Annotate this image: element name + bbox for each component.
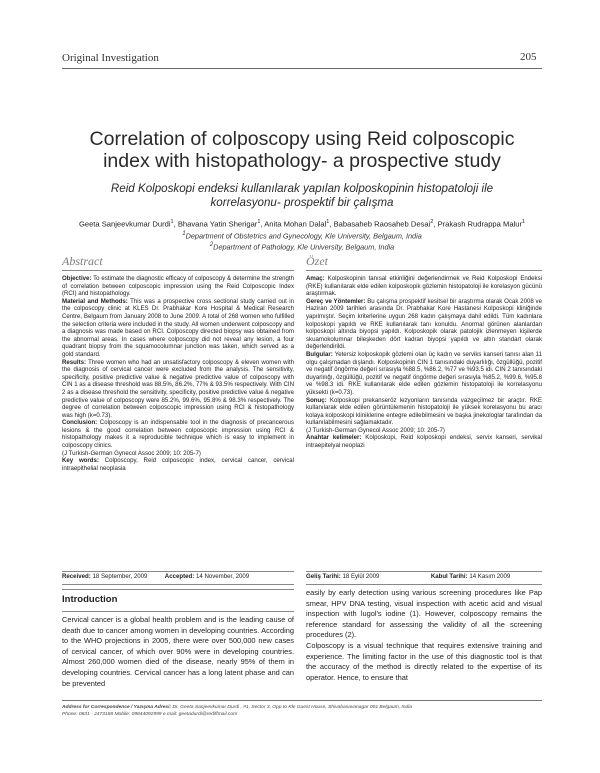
abstract-dates: Received: 18 September, 2009 Accepted: 14 November, 2009 xyxy=(62,573,250,580)
footnote-rule xyxy=(62,700,542,701)
ozet-anahtar: Kolposkopi, Reid kolposkopi endeksi, servix kanseri, servikal intraepitelyal neoplazi xyxy=(306,434,543,450)
author-1: Geeta Sanjeevkumar Durdi xyxy=(78,219,171,229)
author-5: Prakash Rudrappa Malur xyxy=(437,219,522,229)
ozet-sonuc: Kolposkopi prekanseröz lezyonların tanısında vazgeçilmez bir araçtır. RKE kullanılarak elde edilen görüntülemenin histopatoloji ile yüksek korelasyonu bu aracı kolaya kolposkopi kliniklerine entegre edilebilmesini ve başka jinekologlar tarafından da kullanılabilmesini sağlamaktadır. xyxy=(306,396,542,427)
ozet-heading: Özet xyxy=(306,254,328,268)
ozet-rule xyxy=(306,270,542,271)
abstract-rule xyxy=(62,270,294,271)
abstract-conclusion: Colposcopy is an indispensable tool in the diagnosis of precancerous lesions & the good correlation between colposcopic impression using RCI & histopathology makes it a reproducible technique which is easy to implement in colposcopy clinics. xyxy=(62,419,294,450)
author-3: Anita Mohan Dalal xyxy=(264,219,327,229)
turkish-title xyxy=(62,182,542,210)
introduction-right-column xyxy=(306,588,542,683)
page-number: 205 xyxy=(520,51,537,63)
author-2: Bhavana Yatin Sherigar xyxy=(177,219,258,229)
affiliation-1: $^1$Department of Obstetrics and Gynecology, Kle University, Belgaum, India xyxy=(182,230,422,241)
ozet-bulgular: Yetersiz kolposkopik gözlemi olan üç kadın ve serviks kanseri tanısı alan 11 olgu çalışmadan dışlandı. Kolposkopinin CIN 1 tanısındaki duyarlılığı, özgüllüğü, pozitif ve negatif öngörme değeri sırasıyla %88.5, %86.2, %77 ve %93.5 idi. CIN 2 tanısındaki duyarlılığı, özgüllüğü, pozitif ve negatif öngörme değeri sırasıyla %85.2, %99.6, %95.8 ve %98.3 idi. RKE kullanılarak elde edilen gözlemin histopatoloji ile korrelasyonu yüksekti (k=0.73). xyxy=(306,350,542,396)
ozet-citation: (J Turkish-German Gynecol Assoc 2009; 10: 205-7) xyxy=(306,426,445,434)
title-line-2: index with histopathology- a prospective study xyxy=(103,150,501,172)
abstract-dates-rule xyxy=(62,571,294,572)
abstract-methods: This was a prospective cross sectional study carried out in the colposcopy clinic at KLES Dr. Prabhakar Kore Hospital & Medical Research Centre, Belgaum from January 2008 to June 2009. A total of 268 women who fulfilled the selection criteria were included in the study. All women underwent colposcopy and a diagnosis was made based on RCI. Colposcopy directed biopsy was obtained from the abnormal areas. In cases where colposcopy did not reveal any lesion, a four quadrant biopsy from the squamocolumnar junction was taken, which served as a gold standard. xyxy=(62,297,294,358)
affiliation-2: $^2$Department of Pathology, Kle University, Belgaum, India xyxy=(209,241,395,252)
ozet-bottom-rule xyxy=(306,584,542,585)
abstract-heading: Abstract xyxy=(62,254,103,268)
intro-bottom-rule xyxy=(62,611,294,612)
introduction-left-column: Cervical cancer is a global health problem and is the leading cause of death due to cancer among women in developing countries. According to the WHO projections in 2005, there were over 500,000 new cases of cervical cancer, of which over 90% were in developing countries. Almost 260,000 women died of the disease, nearly 95% of them in developing countries. Cervical cancer has a long latent phase and can be prevented xyxy=(62,615,294,688)
abstract-results: Three women who had an unsatisfactory colposcopy & eleven women with the diagnosis of cervical cancer were excluded from the analysis. The sensitivity, specificity, positive predictive value & negative predictive value of colposcopy with CIN 1 as a disease threshold was 88.5%, 86.2%, 77% & 93.5% respectively. With CIN 2 as a disease threshold the sensitivity, specificity, positive predictive value & negative predictive value of colposcopy were 85.2%, 99.6%, 95.8% & 98.3% respectively. The degree of correlation between colposcopic impression using RCI & histopathology was high (k=0.73). xyxy=(62,358,294,419)
turkish-title-line-2: korrelasyonu- prospektif bir çalışma xyxy=(210,196,394,209)
abstract-keywords: Colposcopy, Reid colposcopic index, cervical cancer, cervical intraepithelial neoplasia xyxy=(62,457,294,472)
intro-top-rule xyxy=(62,589,294,590)
title-line-1: Correlation of colposcopy using Reid colposcopic xyxy=(89,128,515,150)
paper-title xyxy=(62,128,542,172)
intro-paragraph-1: easily by early detection using various screening procedures like Pap smear, HPV DNA testing, visual inspection with acetic acid and visual inspection with lugol's iodine (1). However, colposcopy remains the reference standard for assessing the validity of all the screening procedures (2). xyxy=(306,588,542,640)
abstract-objective: To estimate the diagnostic efficacy of colposcopy & determine the strength of correlation between colposcopic impression using the Reid Colposcopic Index (RCI) and histopathology. xyxy=(62,275,294,298)
ozet-amac: Kolposkopinin tanısal etkinliğini değerlendirmek ve Reid Kolposkopi Endeksi (RKE) kullanılarak elde edilen kolposkopik gözlemin histopatoloji ile korelasyon gücünü araştırmak. xyxy=(306,275,542,298)
ozet-dates-rule xyxy=(306,571,542,572)
running-header-section: Original Investigation xyxy=(62,52,159,64)
ozet-body: Amaç: Kolposkopinin tanısal etkinliğini değerlendirmek ve Reid Kolposkopi Endeksi (RKE) kullanılarak elde edilen kolposkopik gözlemin histopatoloji ile korelasyon gücünü araştırmak. Gereç ve Yöntemler: Bu çalışma prospektif kesitsel bir araştırma olarak Ocak 2008 ve Haziran 2009 tarihleri arasında Dr. Prabhakar Kore Hastanesi Kolposkopi kliniğinde yapılmıştır. Seçim kriterlerine uygun 268 kadın çalışmaya dahil edildi. Tüm kadınlara kolposkopi yapıldı ve RKE kullanılarak tanı konuldu. Anormal görünen alanlardan kolposkopi altında biyopsi yapıldı. Kolposkopik olarak patolojik izlenmeyen kişilerde skuamokolumnar bileşkeden dört kadran biyopsi yapıldı ve altın standart olarak değerlendirildi. Bulgular: Yetersiz kolposkopik gözlemi olan üç kadın ve serviks kanseri tanısı alan 11 olgu çalışmadan dışlandı. Kolposkopinin CIN 1 tanısındaki duyarlılığı, özgüllüğü, pozitif ve negatif öngörme değeri sırasıyla %88.5, %86.2, %77 ve %93.5 idi. CIN 2 tanısındaki duyarlılığı, özgüllüğü, pozitif ve negatif öngörme değeri sırasıyla %85.2, %99.6, %95.8 ve %98.3 idi. RKE kullanılarak elde edilen gözlemin histopatoloji ile korrelasyonu yüksekti (k=0.73). Sonuç: Kolposkopi prekanseröz lezyonların tanısında vazgeçilmez bir araçtır. RKE kullanılarak elde edilen görüntülemenin histopatoloji ile yüksek korelasyonu bu aracı kolaya kolposkopi kliniklerine entegre edilebilmesini ve başka jinekologlar tarafından da kullanılabilmesini sağlamaktadır. (J Turkish-German Gynecol Assoc 2009; 10: 205-7) Anahtar kelimeler: Kolposkopi, Reid kolposkopi endeksi, servix kanseri, servikal intraepitelyal neoplazi xyxy=(306,275,543,450)
author-list: Geeta Sanjeevkumar Durdi$^1$, Bhavana Yatin Sherigar$^1$, Anita Mohan Dalal$^1$, Babasaheb Raosaheb Desai$^2$, Prakash Rudrappa Malur$^1$ xyxy=(78,219,526,229)
author-4: Babasaheb Raosaheb Desai xyxy=(333,219,431,229)
header-rule xyxy=(62,68,542,69)
abstract-citation: (J Turkish-German Gynecol Assoc 2009; 10: 205-7) xyxy=(62,449,201,457)
turkish-title-line-1: Reid Kolposkopi endeksi kullanılarak yapılan kolposkopinin histopatoloji ile xyxy=(110,182,494,195)
intro-paragraph-2: Colposcopy is a visual technique that requires extensive training and experience. The limiting factor in the use of this diagnostic tool is that the accuracy of the method is directly related to the expertise of its operator. Hence, to ensure that xyxy=(306,640,542,682)
ozet-dates: Geliş Tarihi: 18 Eylül 2009 Kabul Tarihi: 14 Kasım 2009 xyxy=(306,573,511,580)
ozet-yontem: Bu çalışma prospektif kesitsel bir araştırma olarak Ocak 2008 ve Haziran 2009 tarihleri arasında Dr. Prabhakar Kore Hastanesi Kolposkopi kliniğinde yapılmıştır. Seçim kriterlerine uygun 268 kadın çalışmaya dahil edildi. Tüm kadınlara kolposkopi yapıldı ve RKE kullanılarak tanı konuldu. Anormal görünen alanlardan kolposkopi altında biyopsi yapıldı. Kolposkopik olarak patolojik izlenmeyen kişilerde skuamokolumnar bileşkeden dört kadran biyopsi yapıldı ve altın standart olarak değerlendirildi. xyxy=(306,297,542,351)
abstract-body: Objective: To estimate the diagnostic efficacy of colposcopy & determine the strength of correlation between colposcopic impression using the Reid Colposcopic Index (RCI) and histopathology. Material and Methods: This was a prospective cross sectional study carried out in the colposcopy clinic at KLES Dr. Prabhakar Kore Hospital & Medical Research Centre, Belgaum from January 2008 to June 2009. A total of 268 women who fulfilled the selection criteria were included in the study. All women underwent colposcopy and a diagnosis was made based on RCI. Colposcopy directed biopsy was obtained from the abnormal areas. In cases where colposcopy did not reveal any lesion, a four quadrant biopsy from the squamocolumnar junction was taken, which served as a gold standard. Results: Three women who had an unsatisfactory colposcopy & eleven women with the diagnosis of cervical cancer were excluded from the analysis. The sensitivity, specificity, positive predictive value & negative predictive value of colposcopy with CIN 1 as a disease threshold was 88.5%, 86.2%, 77% & 93.5% respectively. With CIN 2 as a disease threshold the sensitivity, specificity, positive predictive value & negative predictive value of colposcopy were 85.2%, 99.6%, 95.8% & 98.3% respectively. The degree of correlation between colposcopic impression using RCI & histopathology was high (k=0.73). Conclusion: Colposcopy is an indispensable tool in the diagnosis of precancerous lesions & the good correlation between colposcopic impression using RCI & histopathology makes it a reproducible technique which is easy to implement in colposcopy clinics. (J Turkish-German Gynecol Assoc 2009; 10: 205-7) Key words: Colposcopy, Reid colposcopic index, cervical cancer, cervical intraepithelial neoplasia xyxy=(62,275,294,472)
correspondence-footnote: Address for Correspondence / Yazışma Adresi: Dr. Geeta Sanjeevkumar Durdi , #1, Sector 3, Opp.to Kle Guest House, Shivabasavanagar 001 Belgaum, India Phone: 0831 - 2473188 Mobile: 09844092999 e.mail: geetadurdi@rediffmail.com xyxy=(62,705,413,717)
introduction-heading: Introduction xyxy=(62,594,118,605)
abstract-bottom-rule xyxy=(62,584,294,585)
